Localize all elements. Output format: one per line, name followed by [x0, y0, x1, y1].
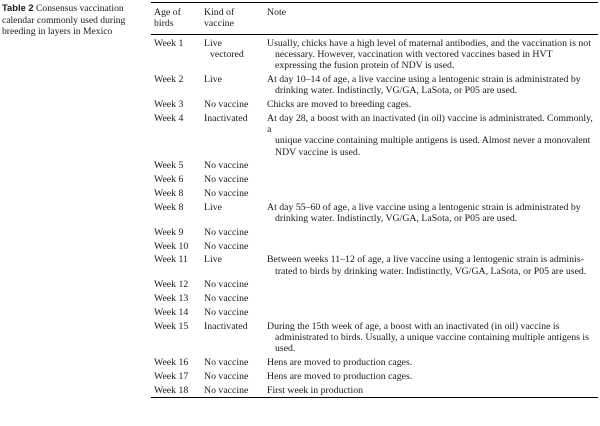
- cell-note: [264, 354, 598, 368]
- note-line: drinking water. Indistinctly, VG/GA, LaSota, or P05 are used.: [275, 213, 518, 224]
- table-header: [151, 3, 598, 35]
- cell-kind: [201, 382, 264, 397]
- cell-kind: [201, 277, 264, 291]
- cell-age: Week 2: [154, 74, 184, 86]
- header-kind: Kind of vaccine: [204, 7, 235, 30]
- kind-line: No vaccine: [204, 99, 249, 111]
- cell-age: Week 5: [154, 160, 184, 172]
- cell-note: [264, 318, 598, 354]
- cell-kind: [201, 158, 264, 172]
- cell-age: Week 18: [154, 384, 189, 396]
- cell-note: [264, 97, 598, 111]
- note-line: unique vaccine containing multiple antigens is used. Almost never a monovalent: [275, 135, 591, 147]
- note-line: administrated to birds. Usually, a unique vaccine containing multiple antigens is: [275, 331, 589, 343]
- cell-kind: [201, 185, 264, 199]
- note-line: Usually, chicks have a high level of maternal antibodies, and the vaccination is not: [267, 38, 591, 49]
- cell-age: Week 15: [154, 320, 189, 332]
- cell-note: [264, 291, 598, 305]
- cell-age: Week 11: [154, 254, 188, 266]
- cell-note: [264, 368, 598, 382]
- header-age: Age of birds: [154, 7, 181, 30]
- kind-line: No vaccine: [204, 188, 249, 199]
- table-row: [151, 382, 598, 397]
- cell-note: [264, 238, 598, 252]
- cell-kind: [201, 72, 264, 97]
- cell-note: [264, 172, 598, 186]
- table-row: [151, 199, 598, 224]
- cell-age: Week 8: [154, 201, 184, 213]
- cell-age: Week 16: [154, 356, 189, 368]
- cell-age: Week 6: [154, 174, 184, 186]
- table-row: [151, 354, 598, 368]
- table-row: [151, 252, 598, 277]
- cell-note: [264, 304, 598, 318]
- kind-line: No vaccine: [204, 306, 249, 318]
- cell-note: [264, 224, 598, 238]
- cell-note: [264, 382, 598, 397]
- cell-age: Week 9: [154, 226, 184, 238]
- kind-line: vectored: [210, 49, 244, 61]
- kind-line: No vaccine: [204, 279, 249, 291]
- note-line: necessary. However, vaccination with vectored vaccines based in HVT: [275, 49, 553, 61]
- cell-note: [264, 277, 598, 291]
- kind-line: No vaccine: [204, 370, 249, 382]
- note-line: trated to birds by drinking water. Indistinctly, VG/GA, LaSota, or P05 are used.: [275, 265, 587, 277]
- table-row: [151, 318, 598, 354]
- kind-line: No vaccine: [204, 384, 249, 396]
- table-row: [151, 35, 598, 72]
- note-line: During the 15th week of age, a boost with an inactivated (in oil) vaccine is: [267, 320, 560, 332]
- cell-note: [264, 158, 598, 172]
- cell-note: [264, 72, 598, 97]
- cell-kind: [201, 199, 264, 224]
- note-line: At day 28, a boost with an inactivated (in oil) vaccine is administrated. Commonly, a: [267, 113, 593, 136]
- table-row: [151, 97, 598, 111]
- table-row: [151, 110, 598, 157]
- header-note: Note: [267, 7, 287, 18]
- vaccination-table: [151, 2, 598, 398]
- cell-age: Week 1: [154, 38, 184, 49]
- cell-note: [264, 110, 598, 157]
- kind-line: No vaccine: [204, 174, 249, 186]
- kind-line: Live: [204, 38, 222, 49]
- note-line: Between weeks 11–12 of age, a live vaccine using a lentogenic strain is adminis-: [267, 254, 584, 266]
- cell-age: Week 3: [154, 99, 184, 111]
- note-line: drinking water. Indistinctly, VG/GA, LaSota, or P05 are used.: [275, 85, 518, 97]
- note-line: NDV vaccine is used.: [275, 146, 361, 158]
- note-line: Hens are moved to production cages.: [267, 370, 413, 382]
- table-row: [151, 238, 598, 252]
- cell-age: Week 4: [154, 113, 184, 124]
- table-row: [151, 304, 598, 318]
- note-line: expressing the fusion protein of NDV is used.: [275, 60, 455, 72]
- table-row: [151, 291, 598, 305]
- cell-kind: [201, 291, 264, 305]
- table-row: [151, 224, 598, 238]
- cell-note: [264, 199, 598, 224]
- note-line: At day 10–14 of age, a live vaccine using a lentogenic strain is administrated by: [267, 74, 581, 86]
- kind-line: No vaccine: [204, 226, 249, 238]
- note-line: At day 55–60 of age, a live vaccine using a lentogenic strain is administrated by: [267, 201, 581, 213]
- cell-kind: [201, 110, 264, 157]
- table-body: [151, 35, 598, 397]
- cell-note: [264, 185, 598, 199]
- kind-line: No vaccine: [204, 293, 249, 305]
- kind-line: No vaccine: [204, 160, 249, 172]
- cell-kind: [201, 172, 264, 186]
- kind-line: Inactivated: [204, 113, 248, 124]
- cell-kind: [201, 252, 264, 277]
- cell-kind: [201, 318, 264, 354]
- kind-line: Live: [204, 201, 222, 213]
- note-line: used.: [275, 343, 296, 355]
- table-row: [151, 368, 598, 382]
- cell-kind: [201, 35, 264, 72]
- cell-kind: [201, 368, 264, 382]
- table-row: [151, 277, 598, 291]
- table-row: [151, 185, 598, 199]
- table-caption-text: Consensus vaccination calendar commonly used during breeding in layers in Mexico: [2, 3, 126, 37]
- table-row: [151, 158, 598, 172]
- note-line: Hens are moved to production cages.: [267, 356, 413, 368]
- cell-kind: [201, 97, 264, 111]
- kind-line: Live: [204, 254, 222, 266]
- kind-line: No vaccine: [204, 240, 249, 252]
- note-line: First week in production: [267, 384, 364, 396]
- cell-age: Week 17: [154, 370, 189, 382]
- cell-kind: [201, 304, 264, 318]
- cell-age: Week 8: [154, 188, 184, 199]
- kind-line: Live: [204, 74, 222, 86]
- cell-age: Week 14: [154, 306, 189, 318]
- cell-age: Week 10: [154, 240, 189, 252]
- cell-note: [264, 35, 598, 72]
- note-line: Chicks are moved to breeding cages.: [267, 99, 412, 111]
- table-row: [151, 172, 598, 186]
- table-row: [151, 72, 598, 97]
- cell-kind: [201, 354, 264, 368]
- table-caption: [2, 2, 134, 38]
- table-caption-label: Table 2: [2, 2, 34, 13]
- kind-line: No vaccine: [204, 356, 249, 368]
- cell-note: [264, 252, 598, 277]
- kind-line: Inactivated: [204, 320, 248, 332]
- cell-age: Week 13: [154, 293, 189, 305]
- cell-age: Week 12: [154, 279, 189, 291]
- cell-kind: [201, 238, 264, 252]
- cell-kind: [201, 224, 264, 238]
